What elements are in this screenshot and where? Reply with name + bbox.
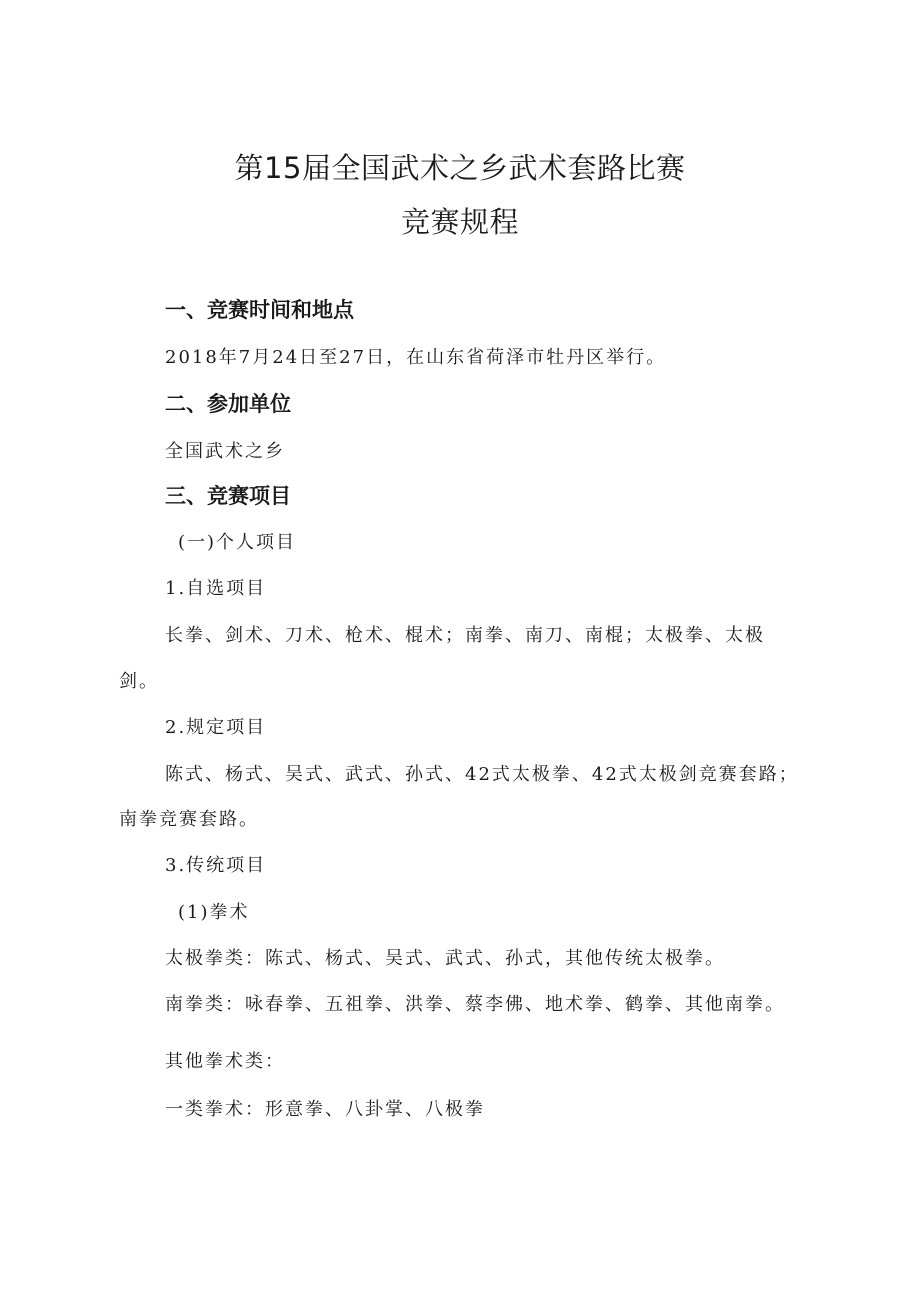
document-title: 第15届全国武术之乡武术套路比赛 <box>234 151 686 185</box>
compulsory-events-line-1: 陈式、杨式、吴式、武式、孙式、42式太极拳、42式太极剑竞赛套路； <box>165 764 799 785</box>
optional-events-line-1: 长拳、剑术、刀术、枪术、棍术；南拳、南刀、南棍；太极拳、太极 <box>165 625 765 646</box>
section-heading-participants: 二、参加单位 <box>165 392 291 416</box>
boxing-subheading: (1)拳术 <box>178 902 250 923</box>
optional-events-title: 1.自选项目 <box>165 578 267 599</box>
time-place-text: 2018年7月24日至27日，在山东省荷泽市牡丹区举行。 <box>165 347 667 368</box>
other-boxing-heading: 其他拳术类： <box>165 1051 285 1072</box>
document-subtitle: 竞赛规程 <box>400 205 519 239</box>
individual-events-subheading: (一)个人项目 <box>178 532 297 553</box>
section-heading-events: 三、竞赛项目 <box>165 484 291 508</box>
class-one-boxing-text: 一类拳术：形意拳、八卦掌、八极拳 <box>165 1099 485 1120</box>
section-heading-time-place: 一、竞赛时间和地点 <box>165 298 354 322</box>
traditional-events-title: 3.传统项目 <box>165 855 267 876</box>
compulsory-events-line-2: 南拳竞赛套路。 <box>119 809 259 830</box>
optional-events-line-2: 剑。 <box>119 671 159 692</box>
participants-text: 全国武术之乡 <box>165 441 285 462</box>
taiji-category-text: 太极拳类：陈式、杨式、吴式、武式、孙式，其他传统太极拳。 <box>165 948 725 969</box>
nanquan-category-text: 南拳类：咏春拳、五祖拳、洪拳、蔡李佛、地术拳、鹤拳、其他南拳。 <box>165 994 785 1015</box>
compulsory-events-title: 2.规定项目 <box>165 717 267 738</box>
